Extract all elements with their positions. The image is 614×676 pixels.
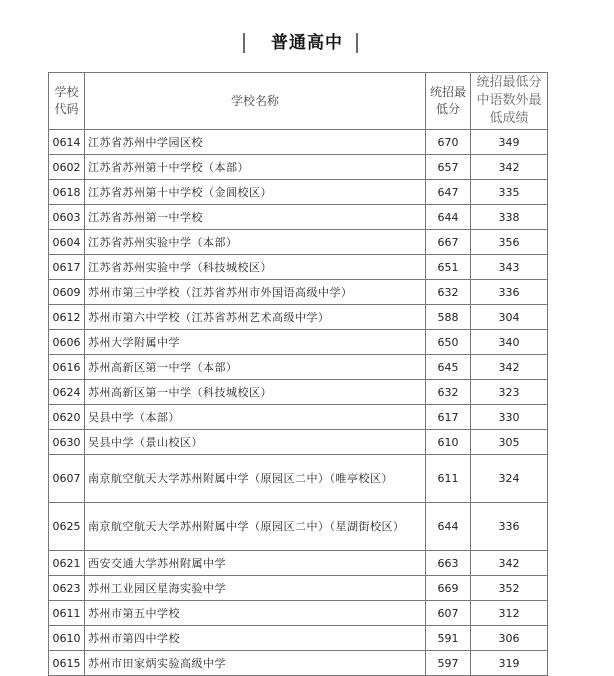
school-code-cell: 0612	[49, 305, 85, 330]
school-name-cell: 西安交通大学苏州附属中学	[85, 551, 426, 576]
school-name-cell: 苏州高新区第一中学（本部）	[85, 355, 426, 380]
school-code-cell: 0624	[49, 380, 85, 405]
table-row	[49, 305, 548, 330]
min-score-cell: 632	[426, 280, 471, 305]
school-name-cell: 江苏省苏州实验中学（本部）	[85, 230, 426, 255]
school-code-cell: 0625	[49, 503, 85, 551]
chinese-min-cell: 338	[471, 205, 548, 230]
chinese-min-cell: 306	[471, 626, 548, 651]
school-name-cell: 吴县中学（本部）	[85, 405, 426, 430]
school-name-cell: 苏州工业园区星海实验中学	[85, 576, 426, 601]
min-score-cell: 607	[426, 601, 471, 626]
school-code-cell: 0604	[49, 230, 85, 255]
chinese-min-cell: 304	[471, 305, 548, 330]
school-name-cell: 吴县中学（景山校区）	[85, 430, 426, 455]
chinese-min-cell: 336	[471, 503, 548, 551]
school-code-cell: 0606	[49, 330, 85, 355]
school-name-cell: 江苏省苏州第一中学校	[85, 205, 426, 230]
school-code-cell: 0611	[49, 601, 85, 626]
table-row	[49, 180, 548, 205]
chinese-min-cell: 342	[471, 155, 548, 180]
table-row	[49, 455, 548, 503]
school-code-cell: 0615	[49, 651, 85, 676]
admission-score-table	[48, 72, 548, 676]
table-row	[49, 355, 548, 380]
chinese-min-cell: 319	[471, 651, 548, 676]
min-score-cell: 663	[426, 551, 471, 576]
school-name-cell: 江苏省苏州第十中学校（本部）	[85, 155, 426, 180]
min-score-cell: 610	[426, 430, 471, 455]
table-row	[49, 626, 548, 651]
school-name-cell: 苏州市田家炳实验高级中学	[85, 651, 426, 676]
min-score-cell: 617	[426, 405, 471, 430]
min-score-cell: 644	[426, 503, 471, 551]
table-row	[49, 551, 548, 576]
school-code-cell: 0603	[49, 205, 85, 230]
min-score-cell: 632	[426, 380, 471, 405]
school-code-cell: 0621	[49, 551, 85, 576]
table-row	[49, 430, 548, 455]
school-name-cell: 江苏省苏州第十中学校（金阊校区）	[85, 180, 426, 205]
table-row	[49, 130, 548, 155]
chinese-min-cell: 335	[471, 180, 548, 205]
min-score-cell: 669	[426, 576, 471, 601]
chinese-min-cell: 352	[471, 576, 548, 601]
header-school-code: 学校代码	[49, 73, 85, 130]
min-score-cell: 657	[426, 155, 471, 180]
school-name-cell: 南京航空航天大学苏州附属中学（原园区二中）（星湖街校区）	[85, 503, 426, 551]
table-row	[49, 255, 548, 280]
table-row	[49, 380, 548, 405]
min-score-cell: 611	[426, 455, 471, 503]
min-score-cell: 591	[426, 626, 471, 651]
min-score-cell: 645	[426, 355, 471, 380]
table-row	[49, 230, 548, 255]
chinese-min-cell: 305	[471, 430, 548, 455]
chinese-min-cell: 336	[471, 280, 548, 305]
chinese-min-cell: 323	[471, 380, 548, 405]
school-code-cell: 0614	[49, 130, 85, 155]
school-code-cell: 0630	[49, 430, 85, 455]
table-row	[49, 651, 548, 676]
chinese-min-cell: 340	[471, 330, 548, 355]
table-row	[49, 330, 548, 355]
table-row	[49, 280, 548, 305]
school-code-cell: 0620	[49, 405, 85, 430]
chinese-min-cell: 349	[471, 130, 548, 155]
table-row	[49, 503, 548, 551]
table-body	[49, 130, 548, 676]
school-name-cell: 南京航空航天大学苏州附属中学（原园区二中）（唯亭校区）	[85, 455, 426, 503]
school-name-cell: 苏州市第三中学校（江苏省苏州市外国语高级中学）	[85, 280, 426, 305]
school-name-cell: 江苏省苏州中学园区校	[85, 130, 426, 155]
min-score-cell: 647	[426, 180, 471, 205]
min-score-cell: 597	[426, 651, 471, 676]
school-name-cell: 江苏省苏州实验中学（科技城校区）	[85, 255, 426, 280]
page-title: 普通高中	[271, 33, 343, 53]
table-row	[49, 405, 548, 430]
chinese-min-cell: 312	[471, 601, 548, 626]
header-min-score: 统招最低分	[426, 73, 471, 130]
section-title	[0, 30, 614, 56]
table-row	[49, 601, 548, 626]
school-code-cell: 0609	[49, 280, 85, 305]
school-name-cell: 苏州大学附属中学	[85, 330, 426, 355]
min-score-cell: 651	[426, 255, 471, 280]
school-code-cell: 0616	[49, 355, 85, 380]
header-school-name: 学校名称	[85, 73, 426, 130]
chinese-min-cell: 324	[471, 455, 548, 503]
school-code-cell: 0617	[49, 255, 85, 280]
header-chinese-math-english-min: 统招最低分中语数外最低成绩	[471, 73, 548, 130]
table-row	[49, 155, 548, 180]
school-code-cell: 0610	[49, 626, 85, 651]
school-code-cell: 0623	[49, 576, 85, 601]
school-code-cell: 0602	[49, 155, 85, 180]
school-code-cell: 0607	[49, 455, 85, 503]
table-row	[49, 576, 548, 601]
chinese-min-cell: 342	[471, 551, 548, 576]
min-score-cell: 588	[426, 305, 471, 330]
school-name-cell: 苏州市第四中学校	[85, 626, 426, 651]
chinese-min-cell: 356	[471, 230, 548, 255]
chinese-min-cell: 343	[471, 255, 548, 280]
chinese-min-cell: 330	[471, 405, 548, 430]
min-score-cell: 667	[426, 230, 471, 255]
min-score-cell: 644	[426, 205, 471, 230]
school-name-cell: 苏州高新区第一中学（科技城校区）	[85, 380, 426, 405]
school-code-cell: 0618	[49, 180, 85, 205]
table-row	[49, 205, 548, 230]
chinese-min-cell: 342	[471, 355, 548, 380]
school-name-cell: 苏州市第六中学校（江苏省苏州艺术高级中学）	[85, 305, 426, 330]
min-score-cell: 670	[426, 130, 471, 155]
school-name-cell: 苏州市第五中学校	[85, 601, 426, 626]
min-score-cell: 650	[426, 330, 471, 355]
